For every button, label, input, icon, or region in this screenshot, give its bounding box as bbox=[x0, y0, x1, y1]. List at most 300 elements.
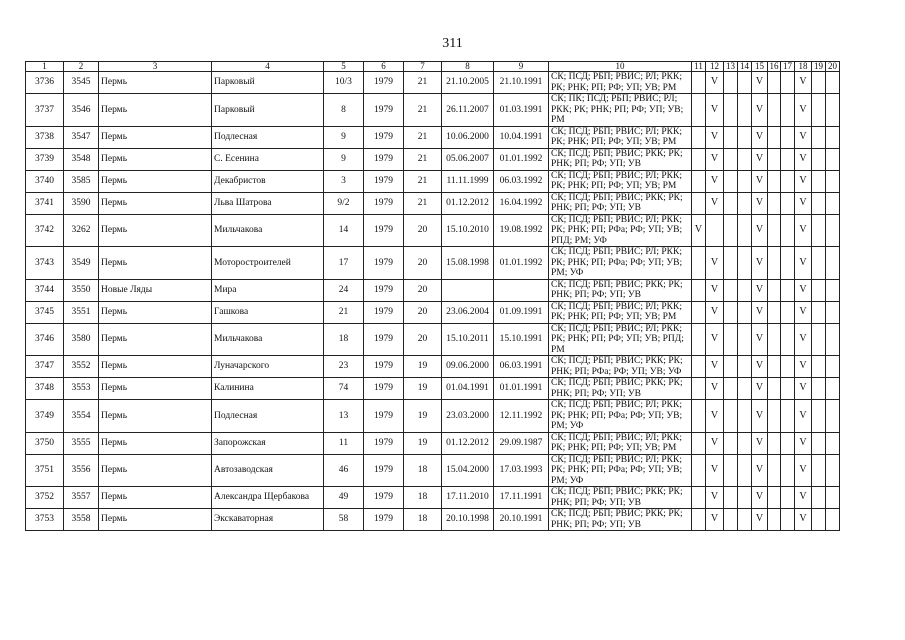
mark-cell bbox=[738, 378, 752, 400]
build-year: 1979 bbox=[364, 72, 404, 94]
row-number: 3749 bbox=[26, 400, 64, 433]
mark-cell bbox=[738, 487, 752, 509]
mark-cell bbox=[812, 214, 826, 247]
table-row bbox=[26, 323, 840, 356]
mark-cell bbox=[738, 247, 752, 280]
build-year: 1979 bbox=[364, 126, 404, 148]
mark-cell bbox=[692, 72, 706, 94]
mark-cell bbox=[738, 509, 752, 531]
date-cell: 17.11.2010 bbox=[442, 487, 494, 509]
column-7-value: 21 bbox=[404, 170, 442, 192]
mark-cell bbox=[692, 323, 706, 356]
mark-cell: V bbox=[752, 94, 768, 127]
mark-cell bbox=[738, 454, 752, 487]
street-cell: Парковый bbox=[212, 94, 324, 127]
house-number: 9 bbox=[324, 126, 364, 148]
codes-cell: СК; ПСД; РБП; РВИС; РКК; РК; РНК; РП; РФа; РФ; УП; УВ; УФ bbox=[549, 356, 692, 378]
column-header: 12 bbox=[706, 62, 724, 72]
mark-cell bbox=[812, 72, 826, 94]
mark-cell bbox=[826, 378, 840, 400]
column-header: 18 bbox=[795, 62, 812, 72]
object-id: 3552 bbox=[64, 356, 99, 378]
table-row bbox=[26, 378, 840, 400]
street-cell: Мира bbox=[212, 279, 324, 301]
date-cell: 20.10.1991 bbox=[494, 509, 549, 531]
object-id: 3558 bbox=[64, 509, 99, 531]
mark-cell bbox=[724, 356, 738, 378]
mark-cell bbox=[692, 247, 706, 280]
column-7-value: 21 bbox=[404, 148, 442, 170]
date-cell: 01.01.1992 bbox=[494, 247, 549, 280]
street-cell: Парковый bbox=[212, 72, 324, 94]
mark-cell bbox=[724, 432, 738, 454]
house-number: 14 bbox=[324, 214, 364, 247]
mark-cell bbox=[781, 301, 795, 323]
city-cell: Новые Ляды bbox=[99, 279, 212, 301]
codes-cell: СК; ПСД; РБП; РВИС; РЛ; РКК; РК; РНК; РП; РФа; РФ; УП; УВ; РМ; УФ bbox=[549, 454, 692, 487]
date-cell: 15.08.1998 bbox=[442, 247, 494, 280]
house-number: 21 bbox=[324, 301, 364, 323]
mark-cell: V bbox=[752, 148, 768, 170]
mark-cell bbox=[724, 400, 738, 433]
street-cell: Мильчакова bbox=[212, 214, 324, 247]
mark-cell: V bbox=[706, 487, 724, 509]
mark-cell bbox=[781, 279, 795, 301]
column-7-value: 20 bbox=[404, 323, 442, 356]
city-cell: Пермь bbox=[99, 126, 212, 148]
column-header: 2 bbox=[64, 62, 99, 72]
date-cell bbox=[442, 279, 494, 301]
street-cell: Льва Шатрова bbox=[212, 192, 324, 214]
mark-cell: V bbox=[706, 94, 724, 127]
build-year: 1979 bbox=[364, 148, 404, 170]
build-year: 1979 bbox=[364, 247, 404, 280]
mark-cell: V bbox=[795, 94, 812, 127]
table-row bbox=[26, 400, 840, 433]
mark-cell bbox=[781, 247, 795, 280]
mark-cell bbox=[768, 356, 781, 378]
mark-cell bbox=[812, 94, 826, 127]
mark-cell: V bbox=[795, 356, 812, 378]
mark-cell bbox=[812, 301, 826, 323]
mark-cell: V bbox=[795, 432, 812, 454]
mark-cell bbox=[724, 279, 738, 301]
mark-cell bbox=[812, 323, 826, 356]
row-number: 3747 bbox=[26, 356, 64, 378]
row-number: 3746 bbox=[26, 323, 64, 356]
column-7-value: 18 bbox=[404, 454, 442, 487]
column-header: 14 bbox=[738, 62, 752, 72]
mark-cell bbox=[781, 454, 795, 487]
column-7-value: 19 bbox=[404, 400, 442, 433]
object-id: 3550 bbox=[64, 279, 99, 301]
street-cell: Запорожская bbox=[212, 432, 324, 454]
row-number: 3748 bbox=[26, 378, 64, 400]
mark-cell: V bbox=[752, 301, 768, 323]
object-id: 3556 bbox=[64, 454, 99, 487]
house-number: 3 bbox=[324, 170, 364, 192]
street-cell: Луначарского bbox=[212, 356, 324, 378]
build-year: 1979 bbox=[364, 454, 404, 487]
mark-cell: V bbox=[706, 400, 724, 433]
build-year: 1979 bbox=[364, 279, 404, 301]
mark-cell bbox=[826, 94, 840, 127]
mark-cell bbox=[724, 247, 738, 280]
date-cell: 23.03.2000 bbox=[442, 400, 494, 433]
mark-cell bbox=[738, 432, 752, 454]
mark-cell: V bbox=[692, 214, 706, 247]
mark-cell bbox=[826, 301, 840, 323]
mark-cell bbox=[826, 454, 840, 487]
column-header: 17 bbox=[781, 62, 795, 72]
table-row bbox=[26, 126, 840, 148]
mark-cell bbox=[692, 454, 706, 487]
mark-cell: V bbox=[752, 323, 768, 356]
mark-cell bbox=[724, 94, 738, 127]
mark-cell bbox=[724, 214, 738, 247]
mark-cell: V bbox=[795, 148, 812, 170]
mark-cell bbox=[826, 214, 840, 247]
mark-cell bbox=[812, 487, 826, 509]
mark-cell: V bbox=[795, 378, 812, 400]
row-number: 3740 bbox=[26, 170, 64, 192]
mark-cell bbox=[781, 126, 795, 148]
date-cell: 09.06.2000 bbox=[442, 356, 494, 378]
city-cell: Пермь bbox=[99, 323, 212, 356]
mark-cell bbox=[812, 126, 826, 148]
column-7-value: 21 bbox=[404, 72, 442, 94]
row-number: 3743 bbox=[26, 247, 64, 280]
mark-cell bbox=[812, 148, 826, 170]
row-number: 3742 bbox=[26, 214, 64, 247]
table-row bbox=[26, 279, 840, 301]
object-id: 3554 bbox=[64, 400, 99, 433]
mark-cell: V bbox=[795, 487, 812, 509]
date-cell: 23.06.2004 bbox=[442, 301, 494, 323]
mark-cell: V bbox=[706, 247, 724, 280]
column-header: 15 bbox=[752, 62, 768, 72]
mark-cell: V bbox=[752, 214, 768, 247]
row-number: 3739 bbox=[26, 148, 64, 170]
mark-cell bbox=[724, 323, 738, 356]
table-row bbox=[26, 454, 840, 487]
mark-cell: V bbox=[752, 170, 768, 192]
mark-cell bbox=[724, 148, 738, 170]
mark-cell: V bbox=[795, 301, 812, 323]
header-row bbox=[26, 62, 840, 72]
house-number: 46 bbox=[324, 454, 364, 487]
row-number: 3750 bbox=[26, 432, 64, 454]
mark-cell: V bbox=[752, 279, 768, 301]
city-cell: Пермь bbox=[99, 192, 212, 214]
row-number: 3745 bbox=[26, 301, 64, 323]
mark-cell: V bbox=[706, 454, 724, 487]
mark-cell bbox=[812, 378, 826, 400]
row-number: 3752 bbox=[26, 487, 64, 509]
date-cell: 01.09.1991 bbox=[494, 301, 549, 323]
build-year: 1979 bbox=[364, 192, 404, 214]
mark-cell bbox=[768, 247, 781, 280]
date-cell: 15.10.1991 bbox=[494, 323, 549, 356]
house-number: 11 bbox=[324, 432, 364, 454]
mark-cell bbox=[738, 72, 752, 94]
table-row bbox=[26, 148, 840, 170]
mark-cell bbox=[692, 356, 706, 378]
build-year: 1979 bbox=[364, 509, 404, 531]
city-cell: Пермь bbox=[99, 509, 212, 531]
mark-cell bbox=[768, 72, 781, 94]
table-row bbox=[26, 356, 840, 378]
mark-cell: V bbox=[795, 126, 812, 148]
date-cell: 06.03.1991 bbox=[494, 356, 549, 378]
column-7-value: 21 bbox=[404, 126, 442, 148]
object-id: 3580 bbox=[64, 323, 99, 356]
street-cell: Александра Щербакова bbox=[212, 487, 324, 509]
codes-cell: СК; ПСД; РБП; РВИС; РКК; РК; РНК; РП; РФ; УП; УВ bbox=[549, 509, 692, 531]
codes-cell: СК; ПК; ПСД; РБП; РВИС; РЛ; РКК; РК; РНК; РП; РФ; УП; УВ; РМ bbox=[549, 94, 692, 127]
date-cell: 19.08.1992 bbox=[494, 214, 549, 247]
mark-cell bbox=[738, 94, 752, 127]
codes-cell: СК; ПСД; РБП; РВИС; РЛ; РКК; РК; РНК; РП; РФ; УП; УВ; РМ bbox=[549, 126, 692, 148]
build-year: 1979 bbox=[364, 301, 404, 323]
mark-cell bbox=[692, 279, 706, 301]
row-number: 3744 bbox=[26, 279, 64, 301]
mark-cell bbox=[768, 400, 781, 433]
date-cell: 16.04.1992 bbox=[494, 192, 549, 214]
date-cell: 21.10.2005 bbox=[442, 72, 494, 94]
house-number: 49 bbox=[324, 487, 364, 509]
mark-cell bbox=[826, 400, 840, 433]
object-id: 3548 bbox=[64, 148, 99, 170]
date-cell: 01.01.1992 bbox=[494, 148, 549, 170]
city-cell: Пермь bbox=[99, 247, 212, 280]
row-number: 3753 bbox=[26, 509, 64, 531]
mark-cell bbox=[826, 170, 840, 192]
mark-cell: V bbox=[795, 214, 812, 247]
date-cell: 17.03.1993 bbox=[494, 454, 549, 487]
build-year: 1979 bbox=[364, 170, 404, 192]
codes-cell: СК; ПСД; РБП; РВИС; РЛ; РКК; РК; РНК; РП; РФ; УП; УВ; РМ bbox=[549, 170, 692, 192]
date-cell: 20.10.1998 bbox=[442, 509, 494, 531]
mark-cell bbox=[738, 323, 752, 356]
mark-cell: V bbox=[706, 323, 724, 356]
mark-cell bbox=[781, 509, 795, 531]
column-7-value: 20 bbox=[404, 247, 442, 280]
object-id: 3590 bbox=[64, 192, 99, 214]
mark-cell bbox=[738, 192, 752, 214]
house-number: 23 bbox=[324, 356, 364, 378]
codes-cell: СК; ПСД; РБП; РВИС; РКК; РК; РНК; РП; РФ; УП; УВ bbox=[549, 192, 692, 214]
mark-cell bbox=[812, 509, 826, 531]
row-number: 3741 bbox=[26, 192, 64, 214]
mark-cell bbox=[781, 378, 795, 400]
mark-cell bbox=[692, 94, 706, 127]
object-id: 3546 bbox=[64, 94, 99, 127]
date-cell: 17.11.1991 bbox=[494, 487, 549, 509]
column-header: 3 bbox=[99, 62, 212, 72]
mark-cell bbox=[738, 301, 752, 323]
mark-cell bbox=[768, 432, 781, 454]
city-cell: Пермь bbox=[99, 301, 212, 323]
date-cell: 01.03.1991 bbox=[494, 94, 549, 127]
column-header: 6 bbox=[364, 62, 404, 72]
house-number: 13 bbox=[324, 400, 364, 433]
mark-cell: V bbox=[706, 301, 724, 323]
column-header: 16 bbox=[769, 61, 779, 71]
mark-cell bbox=[724, 126, 738, 148]
object-id: 3557 bbox=[64, 487, 99, 509]
mark-cell: V bbox=[795, 279, 812, 301]
mark-cell bbox=[826, 247, 840, 280]
mark-cell: V bbox=[795, 400, 812, 433]
column-header: 19 bbox=[812, 62, 826, 72]
mark-cell bbox=[724, 378, 738, 400]
object-id: 3549 bbox=[64, 247, 99, 280]
mark-cell: V bbox=[752, 356, 768, 378]
mark-cell bbox=[826, 356, 840, 378]
codes-cell: СК; ПСД; РБП; РВИС; РКК; РК; РНК; РП; РФ; УП; УВ bbox=[549, 279, 692, 301]
mark-cell: V bbox=[795, 247, 812, 280]
object-id: 3547 bbox=[64, 126, 99, 148]
street-cell: Автозаводская bbox=[212, 454, 324, 487]
codes-cell: СК; ПСД; РБП; РВИС; РЛ; РКК; РК; РНК; РП; РФ; УП; УВ; РМ bbox=[549, 301, 692, 323]
mark-cell: V bbox=[706, 126, 724, 148]
mark-cell bbox=[826, 487, 840, 509]
house-number: 9 bbox=[324, 148, 364, 170]
city-cell: Пермь bbox=[99, 94, 212, 127]
mark-cell bbox=[692, 148, 706, 170]
date-cell: 05.06.2007 bbox=[442, 148, 494, 170]
build-year: 1979 bbox=[364, 323, 404, 356]
mark-cell: V bbox=[706, 192, 724, 214]
mark-cell bbox=[768, 126, 781, 148]
mark-cell: V bbox=[795, 454, 812, 487]
mark-cell bbox=[724, 170, 738, 192]
mark-cell: V bbox=[752, 247, 768, 280]
column-7-value: 21 bbox=[404, 94, 442, 127]
house-number: 17 bbox=[324, 247, 364, 280]
column-7-value: 20 bbox=[404, 214, 442, 247]
city-cell: Пермь bbox=[99, 378, 212, 400]
mark-cell bbox=[768, 192, 781, 214]
date-cell: 01.12.2012 bbox=[442, 192, 494, 214]
mark-cell bbox=[826, 148, 840, 170]
mark-cell bbox=[738, 400, 752, 433]
date-cell: 29.09.1987 bbox=[494, 432, 549, 454]
mark-cell: V bbox=[752, 126, 768, 148]
mark-cell bbox=[724, 487, 738, 509]
codes-cell: СК; ПСД; РБП; РВИС; РЛ; РКК; РК; РНК; РП; РФа; РФ; УП; УВ; РМ; УФ bbox=[549, 247, 692, 280]
date-cell: 12.11.1992 bbox=[494, 400, 549, 433]
object-id: 3551 bbox=[64, 301, 99, 323]
date-cell: 01.04.1991 bbox=[442, 378, 494, 400]
mark-cell: V bbox=[752, 509, 768, 531]
row-number: 3737 bbox=[26, 94, 64, 127]
mark-cell bbox=[738, 356, 752, 378]
mark-cell: V bbox=[752, 192, 768, 214]
codes-cell: СК; ПСД; РБП; РВИС; РЛ; РКК; РК; РНК; РП; РФа; РФ; УП; УВ; РПД; РМ; УФ bbox=[549, 214, 692, 247]
mark-cell: V bbox=[706, 170, 724, 192]
mark-cell bbox=[781, 487, 795, 509]
mark-cell bbox=[692, 509, 706, 531]
house-number: 24 bbox=[324, 279, 364, 301]
mark-cell bbox=[768, 94, 781, 127]
date-cell: 11.11.1999 bbox=[442, 170, 494, 192]
column-header: 1 bbox=[26, 62, 64, 72]
column-header: 7 bbox=[404, 62, 442, 72]
mark-cell: V bbox=[752, 432, 768, 454]
build-year: 1979 bbox=[364, 432, 404, 454]
city-cell: Пермь bbox=[99, 432, 212, 454]
table-row bbox=[26, 247, 840, 280]
house-number: 8 bbox=[324, 94, 364, 127]
object-id: 3585 bbox=[64, 170, 99, 192]
date-cell: 15.10.2010 bbox=[442, 214, 494, 247]
mark-cell: V bbox=[795, 192, 812, 214]
mark-cell bbox=[812, 454, 826, 487]
mark-cell bbox=[692, 301, 706, 323]
mark-cell: V bbox=[752, 72, 768, 94]
date-cell: 01.12.2012 bbox=[442, 432, 494, 454]
city-cell: Пермь bbox=[99, 214, 212, 247]
table-row bbox=[26, 509, 840, 531]
build-year: 1979 bbox=[364, 94, 404, 127]
column-7-value: 19 bbox=[404, 378, 442, 400]
column-header: 20 bbox=[826, 62, 840, 72]
mark-cell bbox=[768, 148, 781, 170]
column-header: 10 bbox=[549, 62, 692, 72]
mark-cell: V bbox=[706, 279, 724, 301]
mark-cell: V bbox=[706, 356, 724, 378]
mark-cell bbox=[692, 170, 706, 192]
column-header: 11 bbox=[692, 62, 706, 72]
mark-cell bbox=[692, 378, 706, 400]
object-id: 3553 bbox=[64, 378, 99, 400]
house-number: 18 bbox=[324, 323, 364, 356]
date-cell: 15.04.2000 bbox=[442, 454, 494, 487]
mark-cell bbox=[692, 487, 706, 509]
street-cell: Декабристов bbox=[212, 170, 324, 192]
mark-cell bbox=[768, 214, 781, 247]
build-year: 1979 bbox=[364, 356, 404, 378]
date-cell: 10.06.2000 bbox=[442, 126, 494, 148]
table-row bbox=[26, 192, 840, 214]
street-cell: Калинина bbox=[212, 378, 324, 400]
mark-cell: V bbox=[795, 72, 812, 94]
mark-cell: V bbox=[706, 509, 724, 531]
table-row bbox=[26, 94, 840, 127]
column-7-value: 20 bbox=[404, 279, 442, 301]
mark-cell bbox=[738, 214, 752, 247]
build-year: 1979 bbox=[364, 400, 404, 433]
codes-cell: СК; ПСД; РБП; РВИС; РЛ; РКК; РК; РНК; РП; РФ; УП; УВ; РМ bbox=[549, 72, 692, 94]
mark-cell bbox=[738, 148, 752, 170]
street-cell: Моторостроителей bbox=[212, 247, 324, 280]
build-year: 1979 bbox=[364, 487, 404, 509]
mark-cell bbox=[781, 170, 795, 192]
mark-cell bbox=[768, 487, 781, 509]
column-header: 9 bbox=[494, 62, 549, 72]
city-cell: Пермь bbox=[99, 148, 212, 170]
date-cell: 06.03.1992 bbox=[494, 170, 549, 192]
mark-cell bbox=[812, 247, 826, 280]
mark-cell bbox=[768, 378, 781, 400]
mark-cell: V bbox=[706, 148, 724, 170]
column-7-value: 18 bbox=[404, 487, 442, 509]
street-cell: С. Есенина bbox=[212, 148, 324, 170]
mark-cell bbox=[781, 214, 795, 247]
mark-cell: V bbox=[752, 487, 768, 509]
